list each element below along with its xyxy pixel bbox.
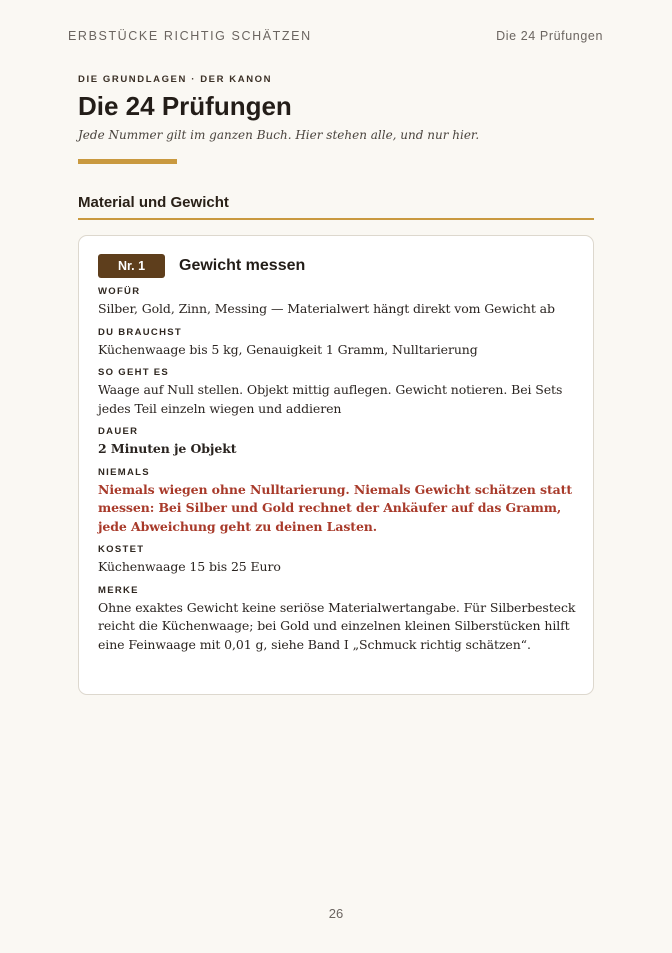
- test-card-header: [98, 254, 305, 278]
- page-number: 26: [328, 906, 344, 921]
- field-purpose: [98, 286, 576, 319]
- page-title: Die 24 Prüfungen: [78, 91, 292, 121]
- field-requirements: [98, 327, 576, 360]
- field-label: NIEMALS: [98, 466, 150, 478]
- running-head-book-title: ERBSTÜCKE RICHTIG SCHÄTZEN: [68, 29, 312, 43]
- field-label: MERKE: [98, 584, 139, 596]
- chapter-kicker: DIE GRUNDLAGEN · DER KANON: [78, 74, 273, 85]
- running-head: [68, 29, 603, 43]
- test-card: [78, 235, 594, 695]
- field-procedure: [98, 367, 576, 418]
- test-title: Gewicht messen: [179, 257, 306, 274]
- section-title: Material und Gewicht: [78, 194, 229, 211]
- section-rule: [78, 218, 594, 220]
- field-label: SO GEHT ES: [98, 367, 170, 378]
- page-subtitle: Jede Nummer gilt im ganzen Buch. Hier stehen alle, und nur hier.: [78, 128, 480, 142]
- running-head-chapter: Die 24 Prüfungen: [496, 29, 603, 43]
- field-cost: [98, 544, 576, 577]
- title-accent-bar: [78, 159, 177, 164]
- field-value: Waage auf Null stellen. Objekt mittig auflegen. Gewicht notieren. Bei Sets jedes Teil einzeln wiegen und addieren: [98, 382, 563, 416]
- field-never: [98, 467, 576, 537]
- field-value: Silber, Gold, Zinn, Messing — Materialwert hängt direkt vom Gewicht ab: [98, 301, 555, 316]
- test-number-badge: Nr. 1: [98, 254, 165, 278]
- field-label: DAUER: [98, 426, 139, 437]
- test-card-body: [98, 286, 576, 662]
- field-label: DU BRAUCHST: [98, 326, 182, 338]
- field-value: 2 Minuten je Objekt: [98, 441, 237, 456]
- field-duration: [98, 426, 576, 459]
- field-value: Küchenwaage 15 bis 25 Euro: [98, 559, 281, 574]
- field-label: WOFÜR: [98, 286, 141, 297]
- warning-text: Niemals wiegen ohne Nulltarierung. Niemals Gewicht schätzen statt messen: Bei Silber und Gold rechnet der Ankäufer auf das Gramm, jede Abweichung geht zu deinen Lasten.: [98, 481, 572, 534]
- field-note: [98, 585, 576, 655]
- field-value: Küchenwaage bis 5 kg, Genauigkeit 1 Gramm, Nulltarierung: [98, 341, 478, 357]
- field-value: Ohne exaktes Gewicht keine seriöse Materialwertangabe. Für Silberbesteck reicht die Küchenwaage; bei Gold und einzelnen kleinen Silberstücken hilft eine Feinwaage mit 0,01 g, siehe Band I „Schmuck richtig schätzen“.: [98, 599, 576, 652]
- field-label: KOSTET: [98, 544, 145, 555]
